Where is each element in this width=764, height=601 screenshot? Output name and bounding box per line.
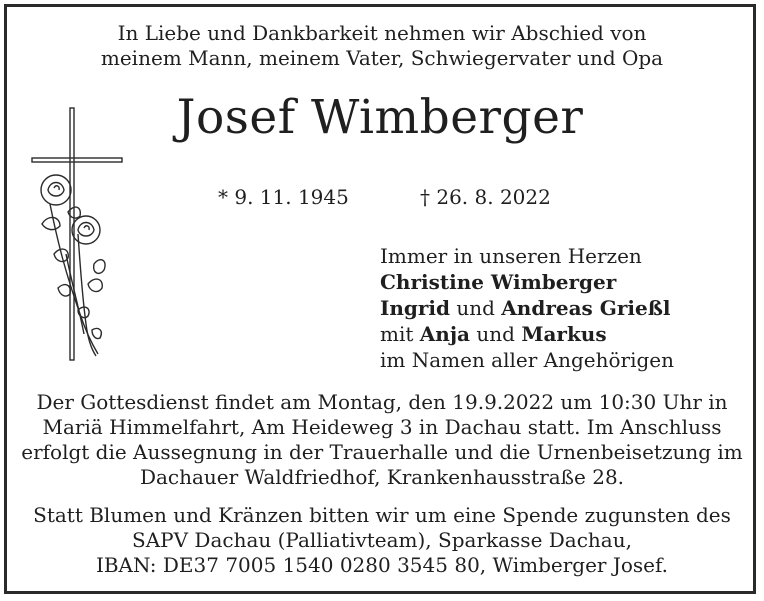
mourners-line [380, 295, 674, 321]
intro-text [20, 21, 744, 71]
service-line: Mariä Himmelfahrt, Am Heideweg 3 in Dachau statt. Im Anschluss [42, 415, 722, 439]
cross-with-roses-icon [28, 104, 128, 366]
mourner-name: Andreas Grießl [501, 296, 671, 320]
death-date: † 26. 8. 2022 [420, 185, 551, 209]
deceased-name: Josef Wimberger [176, 90, 584, 145]
mourner-name: Markus [521, 322, 607, 346]
service-line: Dachauer Waldfriedhof, Krankenhausstraße 28. [139, 465, 625, 489]
donation-line: IBAN: DE37 7005 1540 0280 3545 80, Wimberger Josef. [95, 553, 669, 577]
mourner-name: Anja [419, 322, 471, 346]
preposition: mit [380, 322, 420, 346]
birth-date: * 9. 11. 1945 [218, 185, 349, 209]
mourners-block [380, 243, 674, 373]
mourner-name: Christine Wimberger [380, 270, 617, 294]
mourner-name: Ingrid [380, 296, 450, 320]
donation-line: Statt Blumen und Kränzen bitten wir um eine Spende zugunsten des [33, 503, 731, 527]
mourners-line [380, 321, 674, 347]
mourners-line [380, 269, 674, 295]
service-line: erfolgt die Aussegnung in der Trauerhalle und die Urnenbeisetzung im [21, 440, 743, 464]
mourners-line: Immer in unseren Herzen [380, 244, 642, 268]
donation-info [18, 503, 746, 578]
intro-line: In Liebe und Dankbarkeit nehmen wir Abschied von [117, 21, 647, 45]
service-info [18, 390, 746, 490]
conjunction: und [470, 322, 522, 346]
intro-line: meinem Mann, meinem Vater, Schwiegervater und Opa [100, 46, 664, 70]
mourners-line: im Namen aller Angehörigen [380, 348, 675, 372]
conjunction: und [450, 296, 502, 320]
service-line: Der Gottesdienst findet am Montag, den 19.9.2022 um 10:30 Uhr in [36, 390, 728, 414]
donation-line: SAPV Dachau (Palliativteam), Sparkasse Dachau, [132, 528, 632, 552]
